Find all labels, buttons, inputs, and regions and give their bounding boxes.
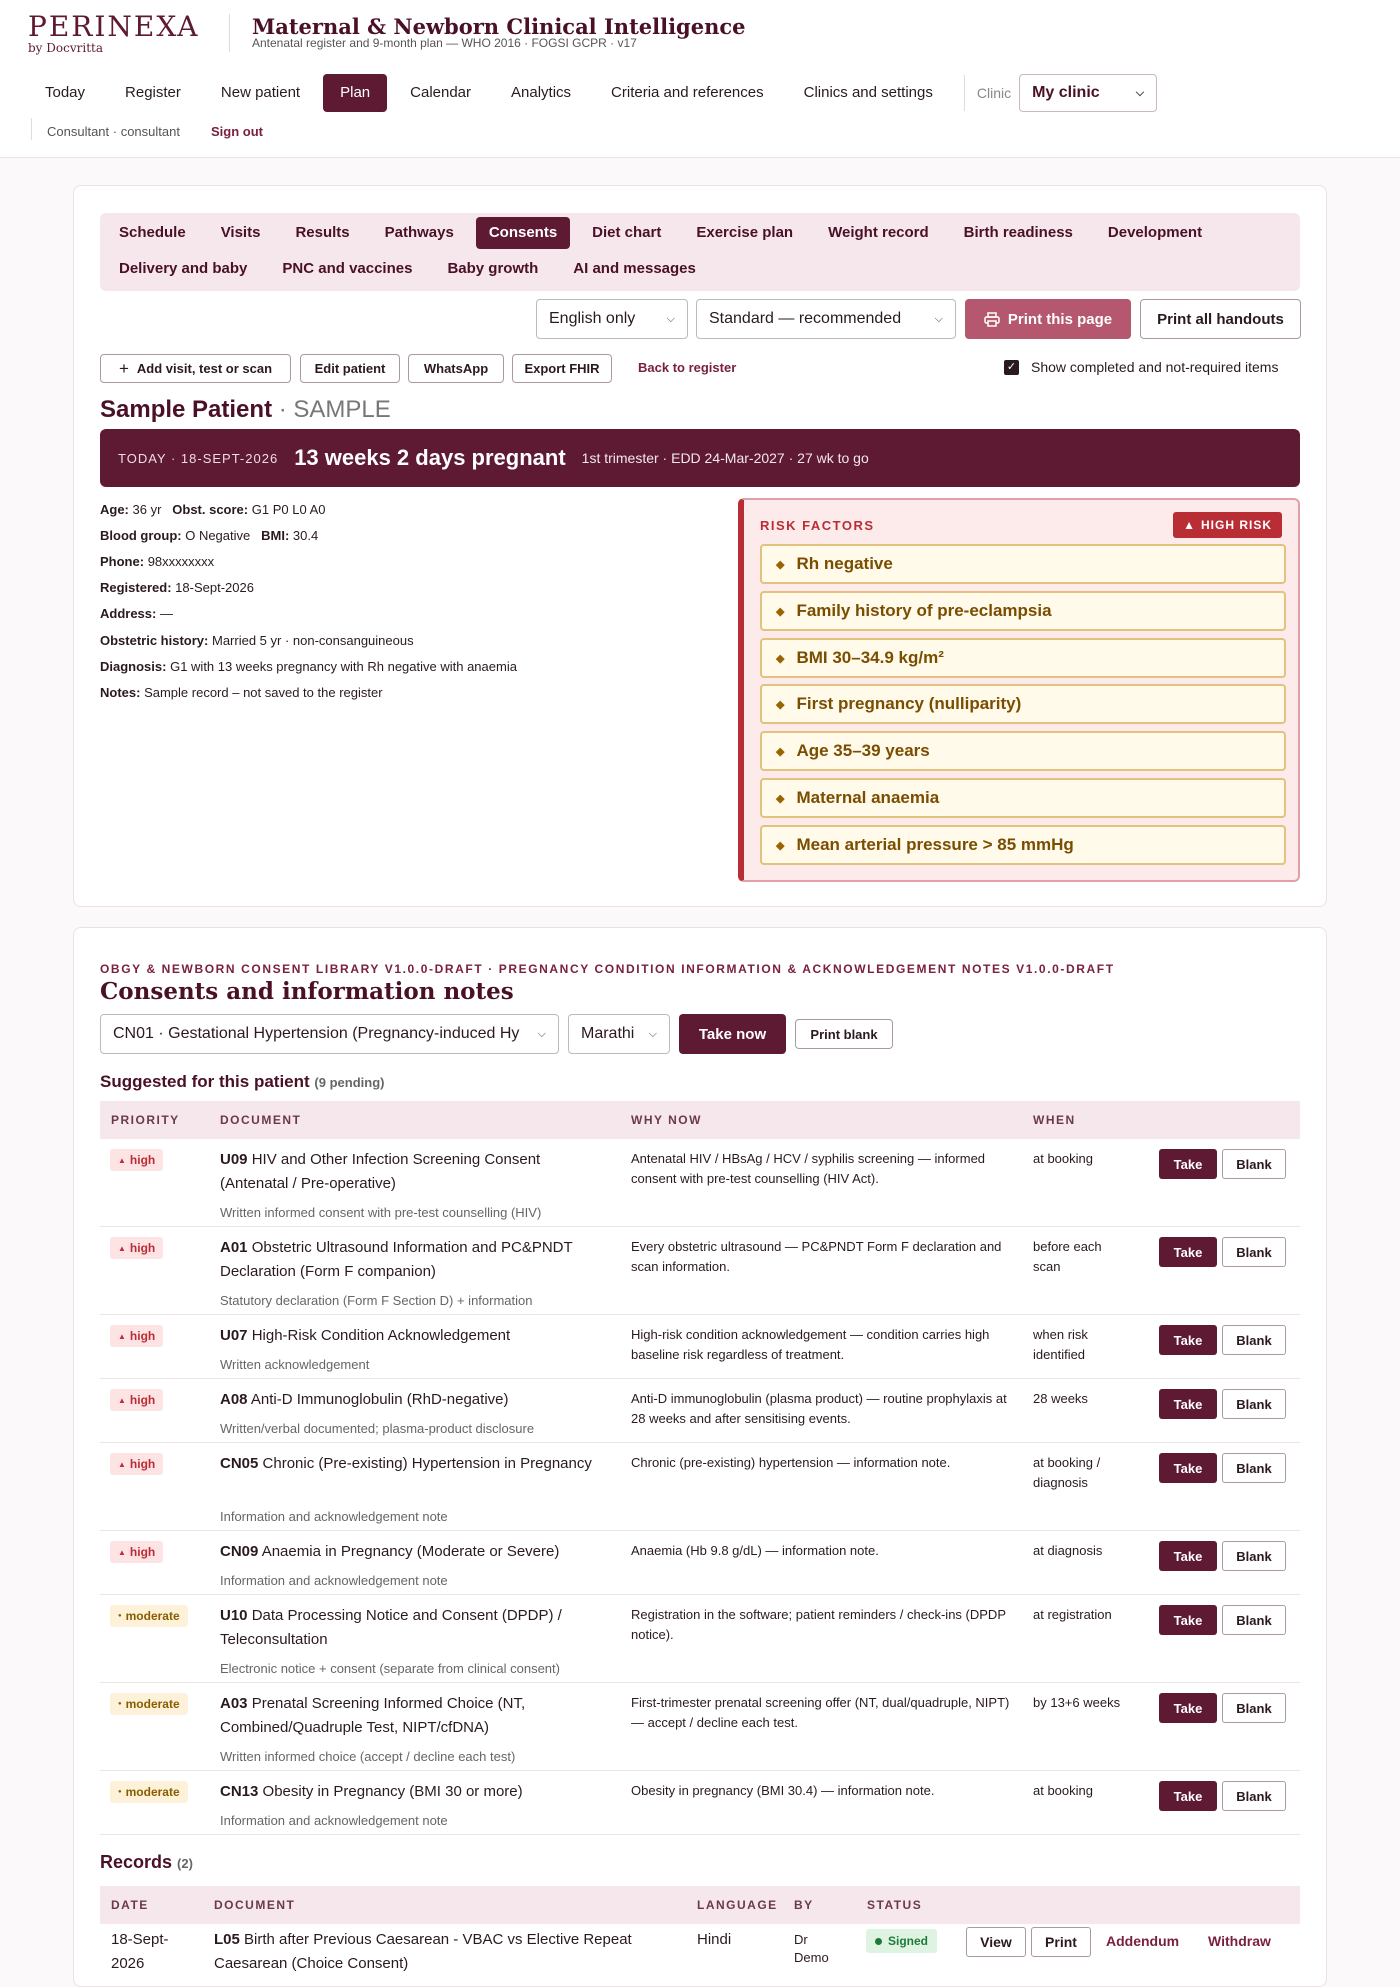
mode-select-value: Standard — recommended	[709, 310, 902, 327]
diagnosis-value: G1 with 13 weeks pregnancy with Rh negative with anaemia	[170, 659, 517, 674]
phone-value: 98xxxxxxxx	[147, 554, 215, 569]
document-code: U09	[220, 1151, 248, 1168]
patient-name-heading	[100, 396, 391, 424]
col-why-now: WHY NOW	[631, 1113, 702, 1127]
records-count: (2)	[177, 1856, 193, 1871]
registered-label: Registered:	[100, 580, 172, 595]
document-title	[220, 1604, 610, 1652]
language-select[interactable]	[536, 299, 688, 339]
app-subtitle: Antenatal register and 9-month plan — WHO 2016 · FOGSI GCPR · v17	[252, 36, 637, 50]
clinic-label: Clinic	[976, 85, 1012, 101]
tab-baby-growth[interactable]: Baby growth	[447, 260, 539, 277]
table-row	[100, 1443, 1300, 1531]
document-subtitle: Written acknowledgement	[220, 1357, 370, 1372]
risk-item-label: BMI 30–34.9 kg/m²	[796, 648, 944, 667]
obs-value: G1 P0 L0 A0	[251, 502, 326, 517]
history-value: Married 5 yr · non-consanguineous	[211, 633, 414, 648]
risk-factors-title: RISK FACTORS	[760, 518, 875, 533]
document-code: U10	[220, 1607, 248, 1624]
language-select-value: English only	[549, 310, 636, 327]
suggested-table-header	[100, 1101, 1300, 1139]
info-age-line	[100, 502, 325, 517]
tab-ai-messages[interactable]: AI and messages	[573, 260, 696, 277]
risk-item-label: Age 35–39 years	[796, 741, 930, 760]
suggested-label: Suggested for this patient	[100, 1072, 310, 1091]
document-subtitle: Information and acknowledgement note	[220, 1509, 448, 1524]
export-fhir-button[interactable]: Export FHIR	[512, 354, 612, 383]
why-now-text: Antenatal HIV / HBsAg / HCV / syphilis screening — informed consent with pre-test counselling (HIV Act).	[631, 1151, 986, 1186]
consent-language-select[interactable]	[568, 1014, 670, 1054]
document-code: A08	[220, 1391, 248, 1408]
tab-delivery-baby[interactable]: Delivery and baby	[119, 260, 248, 277]
document-title	[220, 1388, 610, 1412]
priority-badge	[110, 1453, 163, 1475]
document-name: Chronic (Pre-existing) Hypertension in Pregnancy	[262, 1455, 592, 1472]
nav-new-patient[interactable]: New patient	[220, 84, 301, 101]
document-title	[220, 1692, 610, 1740]
tab-exercise-plan[interactable]: Exercise plan	[696, 224, 794, 241]
priority-icon: ▲	[118, 1395, 126, 1405]
record-code: L05	[214, 1931, 240, 1948]
blank-button[interactable]: Blank	[1222, 1693, 1286, 1723]
take-button[interactable]: Take	[1159, 1149, 1217, 1179]
when-text: by 13+6 weeks	[1033, 1695, 1121, 1710]
chevron-down-icon: ⌵	[666, 312, 675, 325]
priority-badge	[110, 1541, 163, 1563]
col-language: LANGUAGE	[697, 1898, 778, 1912]
when-text: 28 weeks	[1033, 1391, 1088, 1406]
high-risk-badge	[1173, 512, 1282, 538]
take-button[interactable]: Take	[1159, 1693, 1217, 1723]
plus-icon: +	[118, 358, 129, 378]
print-all-button[interactable]: Print all handouts	[1140, 299, 1301, 339]
col-date: DATE	[111, 1898, 149, 1912]
pregnancy-banner	[100, 429, 1300, 487]
blank-button[interactable]: Blank	[1222, 1149, 1286, 1179]
nav-divider	[964, 75, 965, 111]
status-dot-icon	[875, 1938, 882, 1945]
why-now-text: Every obstetric ultrasound — PC&PNDT Form F declaration and scan information.	[631, 1239, 1002, 1274]
warning-triangle-icon: ▲	[1183, 518, 1196, 532]
take-button[interactable]: Take	[1159, 1389, 1217, 1419]
document-title	[220, 1780, 610, 1804]
priority-badge	[110, 1605, 188, 1627]
diamond-icon: ◆	[776, 839, 785, 852]
priority-badge	[110, 1237, 163, 1259]
priority-label: high	[129, 1393, 156, 1407]
logo-text: PERINEXA	[28, 10, 200, 43]
today-date: TODAY · 18-SEPT-2026	[118, 450, 279, 466]
consent-language-value: Marathi	[581, 1025, 635, 1042]
priority-icon: ●	[118, 1789, 122, 1795]
table-row	[100, 1683, 1300, 1771]
table-row	[100, 1595, 1300, 1683]
add-visit-button[interactable]	[100, 354, 291, 383]
take-now-button[interactable]: Take now	[679, 1014, 786, 1054]
risk-factors-panel	[738, 498, 1300, 882]
print-button[interactable]: Print	[1031, 1927, 1091, 1957]
consent-document-value: CN01 · Gestational Hypertension (Pregnancy-induced Hy	[113, 1025, 520, 1042]
col-priority: PRIORITY	[111, 1113, 180, 1127]
blank-button[interactable]: Blank	[1222, 1605, 1286, 1635]
risk-item	[760, 778, 1286, 818]
table-row	[100, 1139, 1300, 1227]
col-by: BY	[794, 1898, 814, 1912]
document-name: Anti-D Immunoglobulin (RhD-negative)	[250, 1391, 509, 1408]
take-button[interactable]: Take	[1159, 1237, 1217, 1267]
high-risk-label: HIGH RISK	[1200, 518, 1272, 532]
document-name: Prenatal Screening Informed Choice (NT, Combined/Quadruple Test, NIPT/cfDNA)	[220, 1695, 526, 1736]
address-value: —	[159, 606, 173, 621]
notes-value: Sample record – not saved to the register	[144, 685, 383, 700]
document-subtitle: Written informed choice (accept / decline each test)	[220, 1749, 516, 1764]
role-divider	[31, 118, 32, 140]
main-nav	[28, 74, 1157, 112]
nav-calendar[interactable]: Calendar	[410, 84, 472, 101]
priority-label: moderate	[125, 1609, 180, 1623]
document-name: High-Risk Condition Acknowledgement	[251, 1327, 511, 1344]
document-title	[220, 1452, 610, 1476]
take-button[interactable]: Take	[1159, 1605, 1217, 1635]
take-button[interactable]: Take	[1159, 1453, 1217, 1483]
document-subtitle: Statutory declaration (Form F Section D) + information	[220, 1293, 533, 1308]
blank-button[interactable]: Blank	[1222, 1237, 1286, 1267]
bmi-value: 30.4	[292, 528, 319, 543]
document-subtitle: Information and acknowledgement note	[220, 1813, 448, 1828]
priority-icon: ●	[118, 1701, 122, 1707]
risk-item	[760, 638, 1286, 678]
priority-label: moderate	[125, 1785, 180, 1799]
add-visit-label: Add visit, test or scan	[136, 361, 273, 376]
document-code: U07	[220, 1327, 248, 1344]
priority-badge	[110, 1325, 163, 1347]
age-value: 36 yr	[132, 502, 162, 517]
back-to-register-link[interactable]: Back to register	[638, 360, 737, 375]
patient-name: Sample Patient	[100, 396, 273, 423]
print-page-button[interactable]	[965, 299, 1131, 339]
blood-value: O Negative	[185, 528, 251, 543]
take-button[interactable]: Take	[1159, 1541, 1217, 1571]
suggested-heading	[100, 1072, 384, 1092]
table-row	[100, 1315, 1300, 1379]
records-heading	[100, 1852, 193, 1873]
blood-label: Blood group:	[100, 528, 182, 543]
nav-plan[interactable]: Plan	[323, 74, 387, 112]
tab-pnc-vaccines[interactable]: PNC and vaccines	[282, 260, 413, 277]
notes-label: Notes:	[100, 685, 141, 700]
history-label: Obstetric history:	[100, 633, 209, 648]
blank-button[interactable]: Blank	[1222, 1389, 1286, 1419]
chevron-down-icon: ⌵	[1135, 86, 1145, 99]
document-code: CN09	[220, 1543, 259, 1560]
risk-item	[760, 731, 1286, 771]
diamond-icon: ◆	[776, 698, 785, 711]
take-button[interactable]: Take	[1159, 1325, 1217, 1355]
tab-results[interactable]: Results	[295, 224, 350, 241]
nav-today[interactable]: Today	[45, 84, 86, 101]
whatsapp-button[interactable]: WhatsApp	[408, 354, 504, 383]
when-text: at registration	[1033, 1607, 1112, 1622]
diamond-icon: ◆	[776, 652, 785, 665]
record-language: Hindi	[697, 1931, 732, 1948]
why-now-text: Registration in the software; patient reminders / check-ins (DPDP notice).	[631, 1607, 1006, 1642]
risk-item-label: Rh negative	[796, 554, 893, 573]
info-address-line	[100, 606, 173, 621]
risk-item	[760, 825, 1286, 865]
status-label: Signed	[888, 1934, 929, 1948]
why-now-text: High-risk condition acknowledgement — condition carries high baseline risk regardless of treatment.	[631, 1327, 990, 1362]
risk-item	[760, 684, 1286, 724]
chevron-down-icon: ⌵	[934, 312, 943, 325]
when-text: before each scan	[1033, 1239, 1102, 1274]
mode-select[interactable]	[696, 299, 956, 339]
when-text: at booking	[1033, 1151, 1093, 1166]
logo-byline: by Docvritta	[28, 41, 103, 55]
info-history-line	[100, 633, 414, 648]
col-document: DOCUMENT	[214, 1898, 296, 1912]
table-row	[100, 1771, 1300, 1835]
document-code: A03	[220, 1695, 248, 1712]
blank-button[interactable]: Blank	[1222, 1781, 1286, 1811]
priority-icon: ▲	[118, 1459, 126, 1469]
top-header	[0, 0, 1400, 158]
when-text: when risk identified	[1033, 1327, 1088, 1362]
age-label: Age:	[100, 502, 129, 517]
pending-count: (9 pending)	[314, 1075, 385, 1090]
document-title	[220, 1324, 610, 1348]
document-name: Anaemia in Pregnancy (Moderate or Severe)	[261, 1543, 560, 1560]
tab-pathways[interactable]: Pathways	[384, 224, 454, 241]
records-table-header	[100, 1886, 1300, 1924]
sign-out-link[interactable]: Sign out	[211, 124, 263, 139]
tab-consents[interactable]: Consents	[476, 217, 570, 249]
why-now-text: Obesity in pregnancy (BMI 30.4) — information note.	[631, 1783, 935, 1798]
patient-card	[73, 185, 1327, 907]
tab-visits[interactable]: Visits	[220, 224, 261, 241]
diamond-icon: ◆	[776, 558, 785, 571]
document-code: A01	[220, 1239, 248, 1256]
info-notes-line	[100, 685, 383, 700]
risk-item-label: First pregnancy (nulliparity)	[796, 694, 1022, 713]
document-subtitle: Information and acknowledgement note	[220, 1573, 448, 1588]
addendum-link[interactable]: Addendum	[1106, 1933, 1180, 1949]
info-phone-line	[100, 554, 214, 569]
nav-criteria[interactable]: Criteria and references	[611, 84, 764, 101]
patient-tag: · SAMPLE	[278, 396, 391, 423]
priority-badge	[110, 1389, 163, 1411]
info-diagnosis-line	[100, 659, 517, 674]
when-text: at booking / diagnosis	[1033, 1455, 1101, 1490]
priority-badge	[110, 1149, 163, 1171]
document-subtitle: Electronic notice + consent (separate from clinical consent)	[220, 1661, 560, 1676]
status-badge	[866, 1929, 937, 1953]
view-button[interactable]: View	[966, 1927, 1026, 1957]
priority-icon: ▲	[118, 1331, 126, 1341]
why-now-text: First-trimester prenatal screening offer (NT, dual/quadruple, NIPT) — accept / decline each test.	[631, 1695, 1010, 1730]
print-page-label: Print this page	[1007, 310, 1113, 328]
table-row	[100, 1227, 1300, 1315]
registered-value: 18-Sept-2026	[175, 580, 254, 595]
tab-birth-readiness[interactable]: Birth readiness	[963, 224, 1073, 241]
info-registered-line	[100, 580, 254, 595]
why-now-text: Anaemia (Hb 9.8 g/dL) — information note.	[631, 1543, 879, 1558]
priority-icon: ●	[118, 1613, 122, 1619]
risk-item-label: Maternal anaemia	[796, 788, 940, 807]
header-divider	[229, 14, 230, 52]
chevron-down-icon: ⌵	[648, 1027, 657, 1040]
plan-tabs	[100, 213, 1300, 291]
priority-label: high	[129, 1545, 156, 1559]
risk-item	[760, 591, 1286, 631]
withdraw-link[interactable]: Withdraw	[1208, 1933, 1271, 1949]
edit-patient-button[interactable]: Edit patient	[300, 354, 400, 383]
address-label: Address:	[100, 606, 157, 621]
tab-weight-record[interactable]: Weight record	[828, 224, 929, 241]
table-row	[100, 1379, 1300, 1443]
risk-item	[760, 544, 1286, 584]
tab-schedule[interactable]: Schedule	[119, 224, 186, 241]
priority-icon: ▲	[118, 1243, 126, 1253]
when-text: at booking	[1033, 1783, 1093, 1798]
record-title: Birth after Previous Caesarean - VBAC vs Elective Repeat Caesarean (Choice Consent)	[214, 1931, 632, 1972]
nav-register[interactable]: Register	[125, 84, 181, 101]
when-text: at diagnosis	[1033, 1543, 1103, 1558]
diamond-icon: ◆	[776, 605, 785, 618]
take-button[interactable]: Take	[1159, 1781, 1217, 1811]
document-title	[220, 1148, 610, 1196]
diamond-icon: ◆	[776, 792, 785, 805]
why-now-text: Anti-D immunoglobulin (plasma product) — routine prophylaxis at 28 weeks and after sensitising events.	[631, 1391, 1007, 1426]
table-row	[100, 1531, 1300, 1595]
tab-development[interactable]: Development	[1107, 224, 1203, 241]
priority-label: high	[129, 1457, 156, 1471]
col-when: WHEN	[1033, 1113, 1076, 1127]
bmi-label: BMI:	[261, 528, 290, 543]
document-subtitle: Written informed consent with pre-test counselling (HIV)	[220, 1205, 542, 1220]
show-completed-label: Show completed and not-required items	[1031, 359, 1279, 375]
library-version-heading: OBGY & NEWBORN CONSENT LIBRARY V1.0.0-DRAFT · PREGNANCY CONDITION INFORMATION & ACKNOWLEDGEMENT NOTES V1.0.0-DRAFT	[100, 962, 1115, 976]
obs-label: Obst. score:	[172, 502, 249, 517]
nav-analytics[interactable]: Analytics	[511, 84, 572, 101]
consents-card	[73, 927, 1327, 1987]
col-document: DOCUMENT	[220, 1113, 302, 1127]
blank-button[interactable]: Blank	[1222, 1325, 1286, 1355]
consent-document-select[interactable]	[100, 1014, 559, 1054]
priority-label: high	[129, 1329, 156, 1343]
blank-button[interactable]: Blank	[1222, 1541, 1286, 1571]
diagnosis-label: Diagnosis:	[100, 659, 167, 674]
record-by: Dr Demo	[794, 1932, 829, 1965]
gestation-weeks: 13 weeks 2 days pregnant	[294, 445, 566, 470]
record-date: 18-Sept-2026	[111, 1931, 169, 1972]
show-completed-checkbox[interactable]: ✓	[1004, 360, 1019, 375]
document-name: Obesity in Pregnancy (BMI 30 or more)	[262, 1783, 523, 1800]
priority-icon: ▲	[118, 1155, 126, 1165]
chevron-down-icon: ⌵	[537, 1027, 546, 1040]
priority-label: moderate	[125, 1697, 180, 1711]
brand-logo[interactable]	[28, 10, 200, 55]
document-name: Data Processing Notice and Consent (DPDP) / Teleconsultation	[220, 1607, 562, 1648]
blank-button[interactable]: Blank	[1222, 1453, 1286, 1483]
trimester-edd: 1st trimester · EDD 24-Mar-2027 · 27 wk to go	[581, 450, 869, 466]
priority-badge	[110, 1693, 188, 1715]
consents-title: Consents and information notes	[100, 978, 514, 1005]
document-title	[220, 1540, 610, 1564]
col-status: STATUS	[867, 1898, 923, 1912]
document-name: HIV and Other Infection Screening Consent (Antenatal / Pre-operative)	[220, 1151, 541, 1192]
print-blank-button[interactable]: Print blank	[795, 1019, 893, 1049]
nav-clinics-settings[interactable]: Clinics and settings	[803, 84, 933, 101]
printer-icon	[984, 312, 1000, 327]
document-code: CN13	[220, 1783, 259, 1800]
user-role: Consultant · consultant	[47, 124, 180, 139]
diamond-icon: ◆	[776, 745, 785, 758]
why-now-text: Chronic (pre-existing) hypertension — information note.	[631, 1455, 951, 1470]
phone-label: Phone:	[100, 554, 145, 569]
document-subtitle: Written/verbal documented; plasma-product disclosure	[220, 1421, 535, 1436]
priority-label: high	[129, 1241, 156, 1255]
priority-label: high	[129, 1153, 156, 1167]
document-title	[220, 1236, 610, 1284]
risk-item-label: Mean arterial pressure > 85 mmHg	[796, 835, 1074, 854]
clinic-select[interactable]	[1019, 74, 1157, 112]
document-code: CN05	[220, 1455, 259, 1472]
records-title: Records	[100, 1852, 173, 1872]
risk-item-label: Family history of pre-eclampsia	[796, 601, 1052, 620]
record-document	[214, 1928, 674, 1976]
priority-badge	[110, 1781, 188, 1803]
info-blood-line	[100, 528, 318, 543]
document-name: Obstetric Ultrasound Information and PC&PNDT Declaration (Form F companion)	[220, 1239, 573, 1280]
priority-icon: ▲	[118, 1547, 126, 1557]
clinic-select-value: My clinic	[1032, 84, 1100, 101]
app-title: Maternal & Newborn Clinical Intelligence	[252, 14, 746, 39]
tab-diet-chart[interactable]: Diet chart	[592, 224, 662, 241]
